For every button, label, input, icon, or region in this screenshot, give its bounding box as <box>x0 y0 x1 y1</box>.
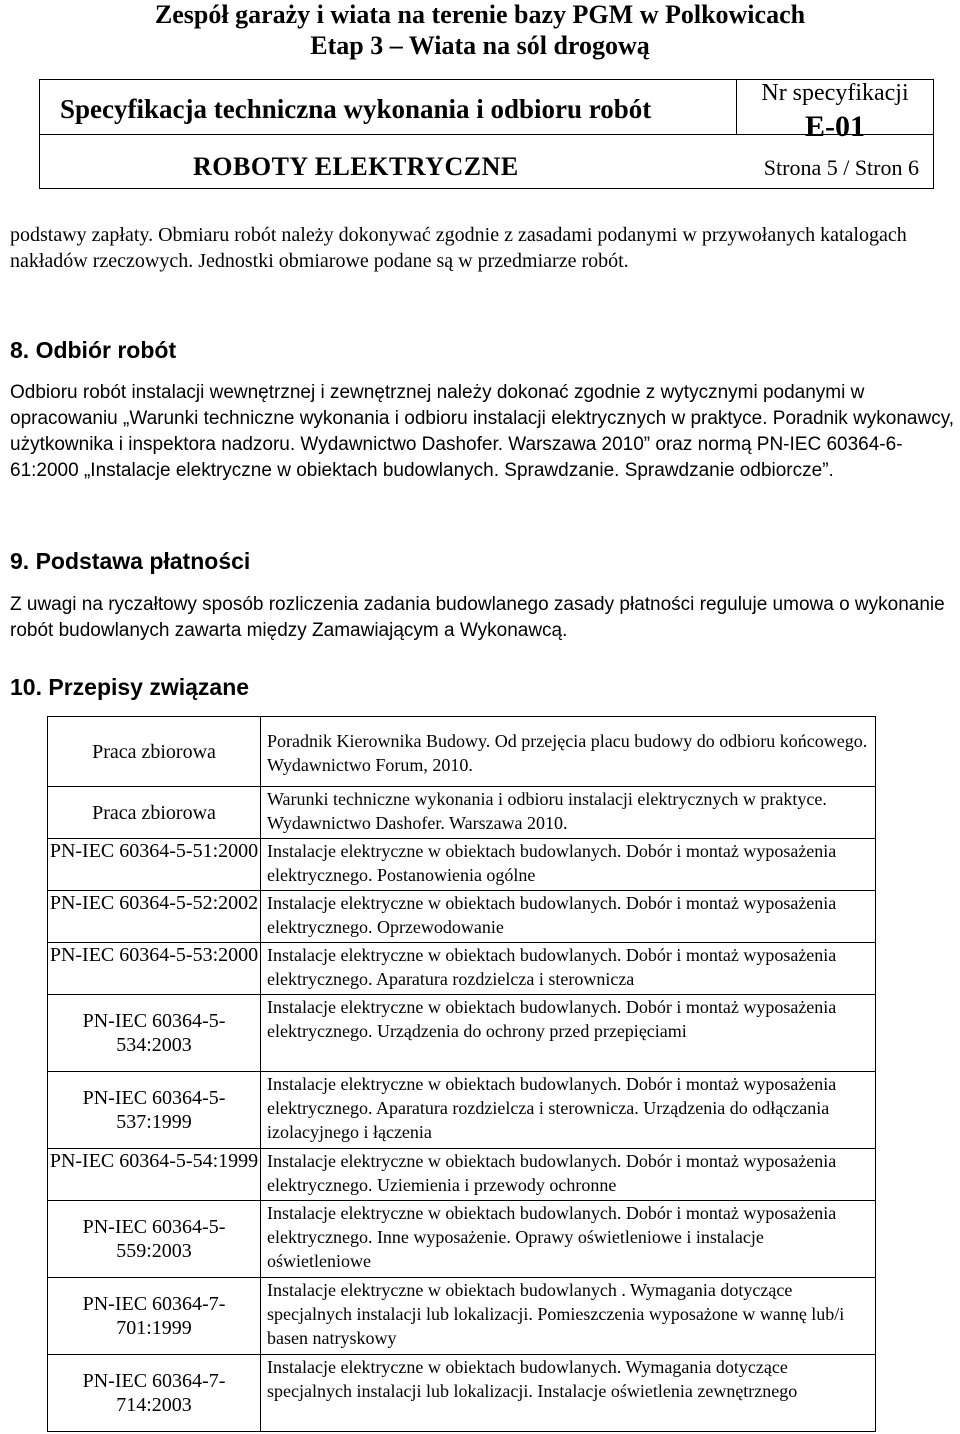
regulation-code: PN-IEC 60364-5-54:1999 <box>48 1149 261 1201</box>
table-row <box>48 891 876 943</box>
regulation-description: Instalacje elektryczne w obiektach budowlanych . Wymagania dotyczące specjalnych instalacji lub lokalizacji. Pomieszczenia wyposażone w wannę lub/i basen natryskowy <box>261 1278 876 1355</box>
spec-header-box <box>39 79 934 189</box>
regulation-description: Instalacje elektryczne w obiektach budowlanych. Dobór i montaż wyposażenia elektrycznego. Uziemienia i przewody ochronne <box>261 1149 876 1201</box>
regulation-code: PN-IEC 60364-7-714:2003 <box>48 1355 261 1432</box>
regulation-code: PN-IEC 60364-5-537:1999 <box>48 1072 261 1149</box>
regulation-description: Instalacje elektryczne w obiektach budowlanych. Dobór i montaż wyposażenia elektrycznego. Aparatura rozdzielcza i sterownicza. Urządzenia do odłączania izolacyjnego i łączenia <box>261 1072 876 1149</box>
section-name: ROBOTY ELEKTRYCZNE <box>193 152 519 181</box>
regulation-code: PN-IEC 60364-5-51:2000 <box>48 839 261 891</box>
regulation-description: Instalacje elektryczne w obiektach budowlanych. Dobór i montaż wyposażenia elektrycznego. Urządzenia do ochrony przed przepięciami <box>261 995 876 1072</box>
table-row <box>48 995 876 1072</box>
regulation-description: Instalacje elektryczne w obiektach budowlanych. Dobór i montaż wyposażenia elektrycznego. Inne wyposażenie. Oprawy oświetleniowe i instalacje oświetleniowe <box>261 1201 876 1278</box>
regulation-code: PN-IEC 60364-5-52:2002 <box>48 891 261 943</box>
regulation-code: PN-IEC 60364-5-534:2003 <box>48 995 261 1072</box>
section-heading-10: 10. Przepisy związane <box>10 674 250 700</box>
document-title-line-2: Etap 3 – Wiata na sól drogową <box>310 31 650 60</box>
regulation-description: Poradnik Kierownika Budowy. Od przejęcia placu budowy do odbioru końcowego. Wydawnictwo Forum, 2010. <box>261 717 876 787</box>
table-row <box>48 1201 876 1278</box>
section-heading-9: 9. Podstawa płatności <box>10 548 251 574</box>
regulation-code: Praca zbiorowa <box>48 787 261 839</box>
table-row <box>48 1072 876 1149</box>
intro-paragraph: podstawy zapłaty. Obmiaru robót należy dokonywać zgodnie z zasadami podanymi w przywołanych katalogach nakładów rzeczowych. Jednostki obmiarowe podane są w przedmiarze robót. <box>10 224 907 272</box>
regulations-table <box>47 716 876 1432</box>
table-row <box>48 839 876 891</box>
spec-title: Specyfikacja techniczna wykonania i odbioru robót <box>60 94 652 124</box>
section-body-8: Odbioru robót instalacji wewnętrznej i zewnętrznej należy dokonać zgodnie z wytycznymi podanymi w opracowaniu „Warunki techniczne wykonania i odbioru instalacji elektrycznych w praktyce. Poradnik wykonawcy, użytkownika i inspektora nadzoru. Wydawnictwo Dashofer. Warszawa 2010” oraz normą PN-IEC 60364-6-61:2000 „Instalacje elektryczne w obiektach budowlanych. Sprawdzanie. Sprawdzanie odbiorcze”. <box>10 382 955 481</box>
regulation-code: PN-IEC 60364-5-53:2000 <box>48 943 261 995</box>
table-row <box>48 787 876 839</box>
table-row <box>48 1278 876 1355</box>
table-row <box>48 717 876 787</box>
page-indicator: Strona 5 / Stron 6 <box>763 155 919 180</box>
table-row <box>48 943 876 995</box>
spec-number-label: Nr specyfikacji <box>761 80 909 106</box>
regulation-code: Praca zbiorowa <box>48 717 261 787</box>
section-body-9: Z uwagi na ryczałtowy sposób rozliczenia zadania budowlanego zasady płatności reguluje umowa o wykonanie robót budowlanych zawarta między Zamawiającym a Wykonawcą. <box>10 594 945 641</box>
regulation-code: PN-IEC 60364-7-701:1999 <box>48 1278 261 1355</box>
regulation-description: Instalacje elektryczne w obiektach budowlanych. Dobór i montaż wyposażenia elektrycznego. Postanowienia ogólne <box>261 839 876 891</box>
regulation-description: Instalacje elektryczne w obiektach budowlanych. Wymagania dotyczące specjalnych instalacji lub lokalizacji. Instalacje oświetlenia zewnętrznego <box>261 1355 876 1432</box>
spec-number: E-01 <box>805 110 865 143</box>
regulation-description: Instalacje elektryczne w obiektach budowlanych. Dobór i montaż wyposażenia elektrycznego. Oprzewodowanie <box>261 891 876 943</box>
document-title-line-1: Zespół garaży i wiata na terenie bazy PGM w Polkowicach <box>154 0 806 29</box>
regulation-code: PN-IEC 60364-5-559:2003 <box>48 1201 261 1278</box>
regulation-description: Warunki techniczne wykonania i odbioru instalacji elektrycznych w praktyce. Wydawnictwo Dashofer. Warszawa 2010. <box>261 787 876 839</box>
table-row <box>48 1355 876 1432</box>
regulation-description: Instalacje elektryczne w obiektach budowlanych. Dobór i montaż wyposażenia elektrycznego. Aparatura rozdzielcza i sterownicza <box>261 943 876 995</box>
table-row <box>48 1149 876 1201</box>
section-heading-8: 8. Odbiór robót <box>10 337 177 363</box>
